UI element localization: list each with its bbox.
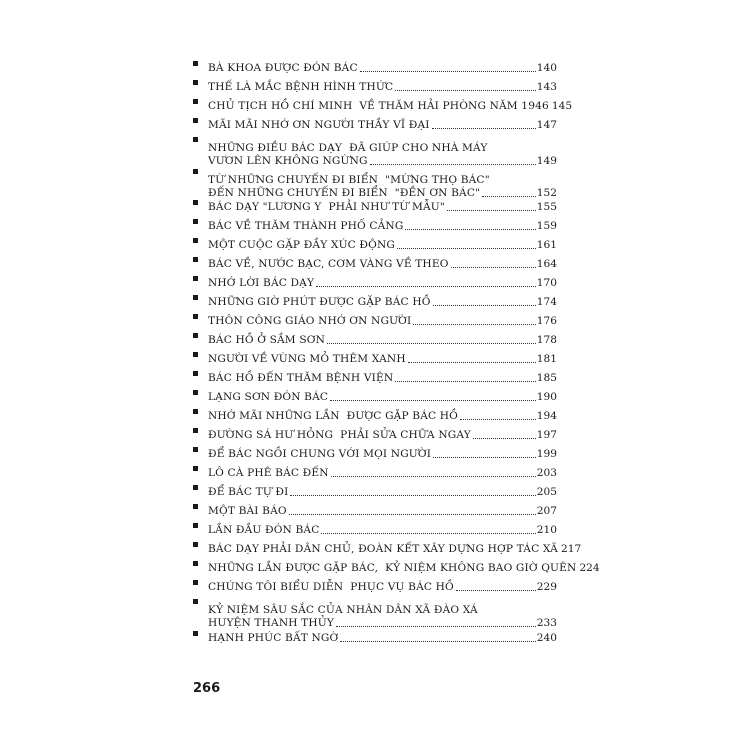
- toc-entry: [193, 113, 557, 132]
- toc-entry-title: LÔ CÀ PHÊ BÁC ĐẾN: [208, 467, 329, 479]
- toc-entry-page: 161: [536, 239, 557, 251]
- dot-leader: [321, 532, 535, 534]
- square-bullet-icon: [193, 137, 198, 142]
- toc-entry-title: BÁC HỒ ĐẾN THĂM BỆNH VIỆN: [208, 372, 394, 384]
- square-bullet-icon: [193, 61, 198, 66]
- toc-entry-page: 205: [536, 486, 557, 498]
- square-bullet-icon: [193, 561, 198, 566]
- toc-entry-page: 240: [536, 631, 557, 644]
- dot-leader: [360, 70, 536, 72]
- toc-entry-title: BÁC VỀ THĂM THÀNH PHỐ CẢNG: [208, 220, 404, 232]
- square-bullet-icon: [193, 276, 198, 281]
- square-bullet-icon: [193, 542, 198, 547]
- square-bullet-icon: [193, 169, 198, 174]
- square-bullet-icon: [193, 631, 198, 636]
- toc-entry: [193, 195, 557, 214]
- toc-entry-title: THẾ LÀ MẮC BỆNH HÌNH THỨC: [208, 81, 394, 93]
- toc-entry-title: ĐƯỜNG SÁ HƯ HỎNG PHẢI SỬA CHỮA NGAY: [208, 429, 471, 441]
- toc-entry: [193, 233, 557, 252]
- dot-leader: [432, 127, 536, 129]
- toc-entry: [193, 499, 557, 518]
- table-of-contents: [193, 56, 600, 645]
- toc-entry-page: 199: [536, 448, 557, 460]
- square-bullet-icon: [193, 504, 198, 509]
- toc-entry: [193, 518, 557, 537]
- square-bullet-icon: [193, 485, 198, 490]
- toc-entry: [193, 56, 557, 75]
- toc-entry-title: TỪ NHỮNG CHUYẾN ĐI BIỂN "MỪNG THỌ BÁC": [208, 173, 490, 186]
- dot-leader: [397, 247, 536, 249]
- dot-leader: [405, 228, 535, 230]
- toc-entry: [193, 575, 557, 594]
- dot-leader: [413, 323, 535, 325]
- toc-entry-title: CHỦ TỊCH HỒ CHÍ MINH VỀ THĂM HẢI PHÒNG NĂM 1946: [208, 100, 549, 112]
- toc-entry-page: 143: [536, 81, 557, 93]
- toc-entry: [193, 309, 557, 328]
- toc-entry: [193, 442, 557, 461]
- toc-entry-title: NHỮNG GIỜ PHÚT ĐƯỢC GẶP BÁC HỒ: [208, 296, 431, 308]
- toc-entry: [193, 537, 582, 556]
- toc-entry-title: MỘT CUỘC GẶP ĐẦY XÚC ĐỘNG: [208, 239, 395, 251]
- toc-entry-page: 155: [536, 201, 557, 213]
- toc-entry: [193, 366, 557, 385]
- toc-entry-title: VƯƠN LÊN KHÔNG NGỪNG: [208, 155, 368, 167]
- square-bullet-icon: [193, 409, 198, 414]
- toc-entry: [193, 594, 557, 629]
- toc-entry: [193, 556, 600, 575]
- toc-entry-page: 176: [536, 315, 557, 327]
- square-bullet-icon: [193, 523, 198, 528]
- dot-leader: [473, 437, 536, 439]
- toc-entry-page: 159: [536, 220, 557, 232]
- toc-entry-title: NHỮNG ĐIỀU BÁC DẠY ĐÃ GIÚP CHO NHÀ MÁY: [208, 142, 488, 154]
- toc-entry: [193, 626, 557, 645]
- square-bullet-icon: [193, 99, 198, 104]
- toc-entry-title: CHÚNG TÔI BIỂU DIỄN PHỤC VỤ BÁC HỒ: [208, 581, 454, 593]
- toc-entry: [193, 214, 557, 233]
- square-bullet-icon: [193, 257, 198, 262]
- toc-entry-title: NHỮNG LẦN ĐƯỢC GẶP BÁC, KỶ NIỆM KHÔNG BAO GIỜ QUÊN: [208, 562, 577, 574]
- toc-entry-page: 224: [579, 562, 600, 574]
- toc-entry: [193, 271, 557, 290]
- toc-entry-title: KỶ NIỆM SÂU SẮC CỦA NHÂN DÂN XÃ ĐÀO XÁ: [208, 604, 478, 616]
- square-bullet-icon: [193, 580, 198, 585]
- square-bullet-icon: [193, 352, 198, 357]
- dot-leader: [408, 361, 536, 363]
- square-bullet-icon: [193, 333, 198, 338]
- toc-entry: [193, 75, 557, 94]
- toc-entry: [193, 385, 557, 404]
- square-bullet-icon: [193, 219, 198, 224]
- toc-entry-title: BÁC VỀ, NƯỚC BẠC, CƠM VÀNG VỀ THEO: [208, 258, 449, 270]
- toc-entry-title: BÁC HỒ Ở SẦM SƠN: [208, 334, 325, 346]
- toc-entry: [193, 347, 557, 366]
- square-bullet-icon: [193, 599, 198, 604]
- toc-entry-title: BÁC DẠY PHẢI DÂN CHỦ, ĐOÀN KẾT XÂY DỰNG HỢP TÁC XÃ: [208, 543, 558, 555]
- toc-entry-title: MỘT BÀI BÁO: [208, 505, 287, 517]
- toc-entry-page: 233: [536, 617, 557, 629]
- toc-entry: [193, 252, 557, 271]
- dot-leader: [433, 304, 536, 306]
- toc-entry-page: 178: [536, 334, 557, 346]
- square-bullet-icon: [193, 447, 198, 452]
- toc-entry-page: 190: [536, 391, 557, 403]
- toc-entry-title: LẠNG SƠN ĐÓN BÁC: [208, 391, 329, 403]
- dot-leader: [289, 513, 536, 515]
- square-bullet-icon: [193, 80, 198, 85]
- toc-entry-title: NHỚ MÃI NHỮNG LẦN ĐƯỢC GẶP BÁC HỒ: [208, 410, 459, 422]
- toc-entry-page: 147: [536, 119, 557, 131]
- toc-entry-title: NHỚ LỜI BÁC DẠY: [208, 277, 315, 289]
- dot-leader: [290, 494, 535, 496]
- toc-entry-title: HUYỆN THANH THỦY: [208, 617, 334, 629]
- dot-leader: [395, 89, 536, 91]
- toc-entry-title: ĐẾN NHỮNG CHUYẾN ĐI BIỂN "ĐỀN ƠN BÁC": [208, 186, 481, 199]
- toc-entry-title: BÁC DẠY "LƯƠNG Y PHẢI NHƯ TỪ MẪU": [208, 201, 445, 213]
- dot-leader: [447, 209, 536, 211]
- toc-entry-page: 217: [561, 543, 582, 555]
- dot-leader: [451, 266, 536, 268]
- toc-entry-title: HẠNH PHÚC BẤT NGỜ: [208, 631, 339, 644]
- dot-leader: [433, 456, 536, 458]
- toc-entry: [193, 328, 557, 347]
- toc-entry: [193, 290, 557, 309]
- toc-entry-title: ĐỂ BÁC TỰ ĐI: [208, 486, 289, 498]
- toc-entry: [193, 164, 557, 199]
- square-bullet-icon: [193, 390, 198, 395]
- toc-entry-page: 194: [536, 410, 557, 422]
- toc-entry-page: 170: [536, 277, 557, 289]
- square-bullet-icon: [193, 295, 198, 300]
- toc-entry-page: 152: [536, 186, 557, 199]
- toc-entry-title: LẦN ĐẦU ĐÓN BÁC: [208, 524, 320, 536]
- dot-leader: [456, 589, 536, 591]
- toc-entry-page: 210: [536, 524, 557, 536]
- page-number: 266: [193, 681, 221, 696]
- toc-entry: [193, 461, 557, 480]
- square-bullet-icon: [193, 238, 198, 243]
- dot-leader: [331, 475, 536, 477]
- toc-entry-page: 149: [536, 155, 557, 167]
- toc-entry-page: 229: [536, 581, 557, 593]
- toc-entry-title: ĐỂ BÁC NGỒI CHUNG VỚI MỌI NGƯỜI: [208, 448, 432, 460]
- toc-entry-page: 207: [536, 505, 557, 517]
- toc-entry-title: MÃI MÃI NHỚ ƠN NGƯỜI THẦY VĨ ĐẠI: [208, 119, 430, 131]
- toc-entry-title: NGƯỜI VỀ VÙNG MỎ THÊM XANH: [208, 353, 406, 365]
- square-bullet-icon: [193, 371, 198, 376]
- toc-entry: [193, 480, 557, 499]
- toc-entry-page: 185: [536, 372, 557, 384]
- toc-entry: [193, 132, 557, 167]
- square-bullet-icon: [193, 428, 198, 433]
- dot-leader: [340, 640, 535, 642]
- toc-entry: [193, 423, 557, 442]
- dot-leader: [460, 418, 536, 420]
- toc-entry-page: 181: [536, 353, 557, 365]
- square-bullet-icon: [193, 118, 198, 123]
- dot-leader: [327, 342, 536, 344]
- toc-entry: [193, 94, 573, 113]
- square-bullet-icon: [193, 314, 198, 319]
- toc-entry-page: 197: [536, 429, 557, 441]
- toc-entry: [193, 404, 557, 423]
- dot-leader: [395, 380, 535, 382]
- toc-entry-page: 203: [536, 467, 557, 479]
- toc-entry-page: 174: [536, 296, 557, 308]
- toc-entry-page: 145: [551, 100, 573, 112]
- dot-leader: [330, 399, 536, 401]
- dot-leader: [316, 285, 536, 287]
- toc-entry-title: THÔN CÔNG GIÁO NHỚ ƠN NGƯỜI: [208, 315, 412, 327]
- toc-entry-title: BÀ KHOA ĐƯỢC ĐÓN BÁC: [208, 62, 358, 74]
- toc-entry-page: 140: [536, 62, 557, 74]
- square-bullet-icon: [193, 200, 198, 205]
- square-bullet-icon: [193, 466, 198, 471]
- toc-entry-page: 164: [536, 258, 557, 270]
